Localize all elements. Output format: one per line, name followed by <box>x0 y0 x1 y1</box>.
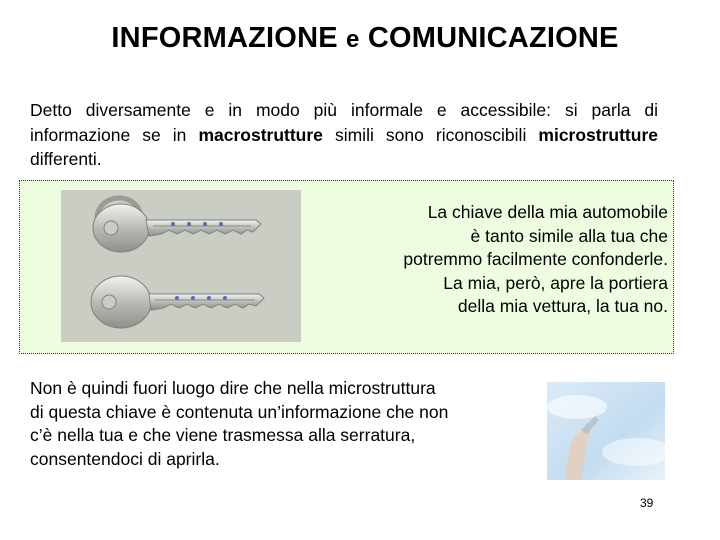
intro-text-1: Detto diversamente e in modo più informale e accessibile: si parla di informazione se in <box>30 100 658 145</box>
lower-line-3: c’è nella tua e che viene trasmessa alla serratura, <box>30 425 416 445</box>
box-line-5: della mia vettura, la tua no. <box>457 296 668 316</box>
title-part-2: e <box>346 26 360 53</box>
keys-photo <box>61 190 301 342</box>
box-line-1: La chiave della mia automobile <box>427 202 668 222</box>
box-line-3: potremmo facilmente confonderle. <box>403 249 668 269</box>
slide-title <box>0 22 720 55</box>
title-part-3: COMUNICAZIONE <box>367 22 619 54</box>
page-number: 39 <box>640 496 654 510</box>
intro-bold-2: microstrutture <box>538 124 658 145</box>
box-text <box>338 201 668 319</box>
lower-line-1: Non è quindi fuori luogo dire che nella microstruttura <box>30 378 436 398</box>
intro-paragraph <box>30 98 658 172</box>
title-part-1: INFORMAZIONE <box>111 22 338 54</box>
lower-line-2: di questa chiave è contenuta un’informazione che non <box>30 401 449 422</box>
box-line-4: La mia, però, apre la portiera <box>443 272 668 293</box>
box-line-2: è tanto simile alla tua che <box>470 225 668 246</box>
keys-illustration <box>61 190 301 342</box>
lower-line-4: consentendoci di aprirla. <box>30 448 220 469</box>
hand-key-illustration <box>547 382 665 480</box>
intro-text-3: differenti. <box>30 149 102 169</box>
hand-key-photo <box>547 382 665 480</box>
intro-text-2: simili sono riconoscibili <box>322 124 539 145</box>
intro-bold-1: macrostrutture <box>198 124 323 145</box>
lower-paragraph <box>30 377 535 471</box>
